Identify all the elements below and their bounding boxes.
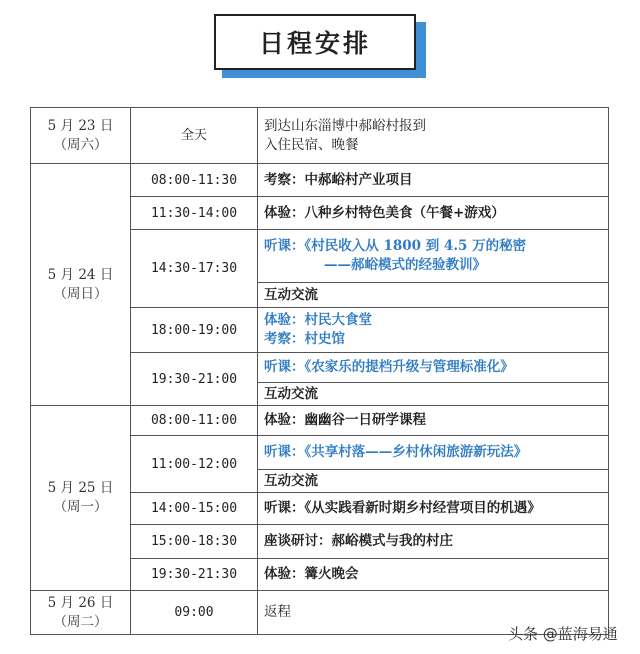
lecture-title: 听课：《农家乐的提档升级与管理标准化》 [264, 359, 514, 375]
activity-cell: 座谈研讨：郝峪模式与我的村庄 [258, 525, 609, 559]
time-cell: 09:00 [131, 591, 258, 635]
activity-cell: 体验：八种乡村特色美食（午餐+游戏） [258, 197, 609, 230]
activity-line: 体验：村民大食堂 [264, 312, 372, 328]
day-date: 5 月 23 日 [47, 117, 114, 134]
activity-cell: 返程 [258, 591, 609, 635]
activity-line: 考察：村史馆 [264, 331, 345, 347]
time-cell: 11:30-14:00 [131, 197, 258, 230]
day-date: 5 月 25 日 [47, 480, 114, 496]
interaction-label: 互动交流 [264, 286, 318, 303]
activity-cell: 听课：《从实践看新时期乡村经营项目的机遇》 [258, 493, 609, 525]
title-banner [214, 14, 428, 78]
page-title: 日程安排 [214, 14, 416, 70]
day-date: 5 月 26 日 [47, 594, 114, 611]
activity-line: 入住民宿、晚餐 [264, 136, 359, 153]
interaction-label: 互动交流 [264, 385, 318, 402]
watermark: 头条 @蓝海易通 [508, 625, 618, 643]
activity-line: 到达山东淄博中郝峪村报到 [264, 117, 426, 134]
time-cell: 15:00-18:30 [131, 525, 258, 559]
table-row [31, 164, 609, 197]
day-cell [31, 406, 131, 591]
day-weekday: （周一） [53, 499, 108, 515]
time-cell: 11:00-12:00 [131, 436, 258, 493]
lecture-title: 听课：《共享村落——乡村休闲旅游新玩法》 [264, 444, 528, 460]
time-cell: 14:30-17:30 [131, 230, 258, 308]
lecture-subtitle: ——郝峪模式的经验教训》 [324, 257, 486, 273]
activity-cell [258, 353, 609, 406]
activity-cell: 考察：中郝峪村产业项目 [258, 164, 609, 197]
activity-cell [258, 230, 609, 308]
table-row [31, 108, 609, 164]
time-cell: 14:00-15:00 [131, 493, 258, 525]
day-date: 5 月 24 日 [47, 266, 114, 283]
time-cell: 全天 [131, 108, 258, 164]
day-cell [31, 164, 131, 406]
interaction-label: 互动交流 [264, 472, 318, 489]
time-cell: 08:00-11:30 [131, 164, 258, 197]
day-weekday: （周六） [53, 136, 108, 153]
activity-cell [258, 308, 609, 353]
activity-cell: 体验：篝火晚会 [258, 559, 609, 591]
day-cell [31, 591, 131, 635]
activity-cell [258, 436, 609, 493]
time-cell: 19:30-21:00 [131, 353, 258, 406]
day-cell [31, 108, 131, 164]
schedule-table [30, 107, 609, 635]
activity-cell: 体验：幽幽谷一日研学课程 [258, 406, 609, 436]
table-row [31, 406, 609, 436]
day-weekday: （周日） [53, 285, 108, 302]
time-cell: 08:00-11:00 [131, 406, 258, 436]
activity-cell [258, 108, 609, 164]
day-weekday: （周二） [53, 613, 108, 630]
lecture-title: 听课：《村民收入从 1800 到 4.5 万的秘密 [264, 238, 527, 254]
time-cell: 19:30-21:30 [131, 559, 258, 591]
time-cell: 18:00-19:00 [131, 308, 258, 353]
